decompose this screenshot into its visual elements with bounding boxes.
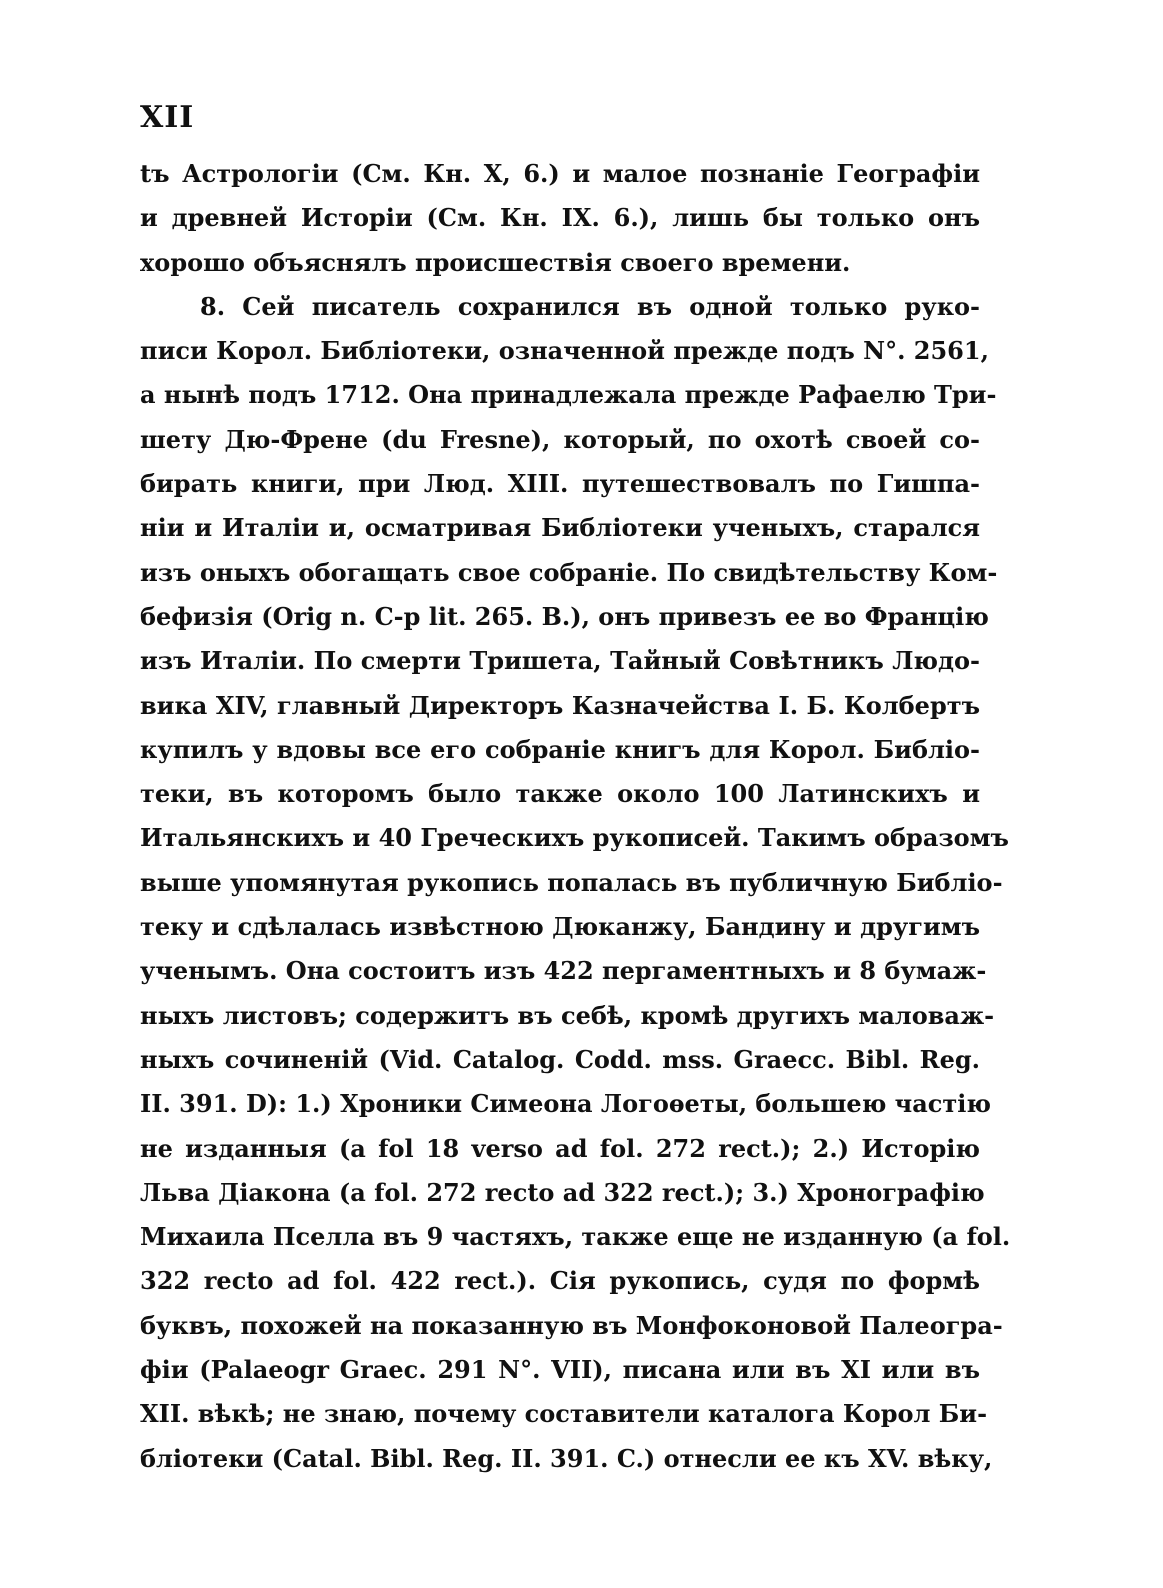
text-line: бирать книги, при Люд. XIII. путешествовалъ по Гишпа- xyxy=(140,469,980,499)
text-line: буквъ, похожей на показанную въ Монфоконовой Палеогра- xyxy=(140,1310,1003,1340)
text-line: tъ Астрологіи (См. Кн. X, 6.) и малое познаніе Географіи xyxy=(140,159,980,188)
paragraph-start-line: 8. Сей писатель сохранился въ одной только руко- xyxy=(200,291,980,321)
text-line: а нынѣ подъ 1712. Она принадлежала прежде Рафаелю Три- xyxy=(140,380,997,410)
text-line: бліотеки (Catal. Bibl. Reg. II. 391. C.) отнесли ее къ XV. вѣку, xyxy=(140,1443,993,1473)
text-line: писи Корол. Библіотеки, означенной прежде подъ N°. 2561, xyxy=(140,336,989,366)
text-line: и древней Исторіи (См. Кн. IX. 6.), лишь бы только онъ xyxy=(140,203,980,233)
text-line: ныхъ листовъ; содержитъ въ себѣ, кромѣ другихъ маловаж- xyxy=(140,1000,995,1030)
text-line: XII. вѣкѣ; не знаю, почему составители каталога Корол Би- xyxy=(140,1399,988,1429)
text-line: теки, въ которомъ было также около 100 Латинскихъ и xyxy=(140,779,980,809)
text-line: вика XIV, главный Директоръ Казначейства I. Б. Колбертъ xyxy=(140,690,980,720)
text-line: хорошо объяснялъ происшествія своего времени. xyxy=(140,247,851,277)
text-line: 322 recto ad fol. 422 rect.). Сія рукопись, судя по формѣ xyxy=(140,1266,980,1296)
body-text xyxy=(140,152,1011,1481)
text-line: изъ Италіи. По смерти Тришета, Тайный Совѣтникъ Людо- xyxy=(140,646,980,676)
text-line: изъ оныхъ обогащать свое собраніе. По свидѣтельству Ком- xyxy=(140,557,998,587)
text-line: не изданныя (a fol 18 verso ad fol. 272 rect.); 2.) Исторію xyxy=(140,1133,980,1163)
text-line: шету Дю-Френе (du Fresne), который, по охотѣ своей со- xyxy=(140,424,980,454)
text-line: фіи (Palaeogr Graec. 291 N°. VII), писана или въ XI или въ xyxy=(140,1355,980,1385)
text-line: Льва Діакона (a fol. 272 recto ad 322 rect.); 3.) Хронографію xyxy=(140,1177,985,1207)
text-line: бефизія (Orig n. C-p lit. 265. B.), онъ привезъ ее во Францію xyxy=(140,601,989,631)
text-line: ніи и Италіи и, осматривая Библіотеки ученыхъ, старался xyxy=(140,513,980,543)
text-line: ученымъ. Она состоитъ изъ 422 пергаментныхъ и 8 бумаж- xyxy=(140,956,987,986)
text-line: Михаила Пселла въ 9 частяхъ, также еще не изданную (a fol. xyxy=(140,1222,1011,1252)
text-line: теку и сдѣлалась извѣстною Дюканжу, Бандину и другимъ xyxy=(140,912,980,942)
text-line: ныхъ сочиненій (Vid. Catalog. Codd. mss. Graecc. Bibl. Reg. xyxy=(140,1044,980,1074)
text-line: выше упомянутая рукопись попалась въ публичную Библіо- xyxy=(140,867,1003,897)
text-line: Итальянскихъ и 40 Греческихъ рукописей. Такимъ образомъ xyxy=(140,823,1009,853)
text-line: купилъ у вдовы все его собраніе книгъ для Корол. Библіо- xyxy=(140,734,980,764)
text-line: II. 391. D): 1.) Хроники Симеона Логоѳеты, большею частію xyxy=(140,1089,991,1119)
page-number: XII xyxy=(140,100,195,135)
